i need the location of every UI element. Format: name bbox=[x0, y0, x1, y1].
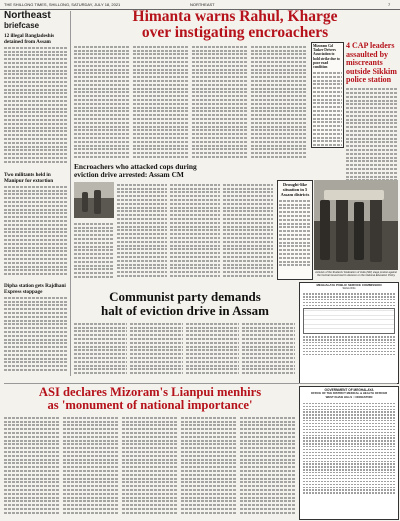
drought-headline: Drought-like situation in 5 Assam districts bbox=[280, 182, 310, 197]
asi-col-2 bbox=[63, 415, 118, 519]
eviction-story bbox=[74, 163, 274, 179]
briefcase-title-line1: Northeast bbox=[4, 10, 51, 21]
brief-3-body bbox=[4, 295, 68, 375]
mizoram-headline: Mizoram Gd Tasker Drivers Association to hold strike due to poor road condition bbox=[313, 44, 340, 70]
protest-photo bbox=[314, 180, 398, 270]
brief-2 bbox=[4, 172, 68, 279]
communist-headline-line1: Communist party demands bbox=[109, 289, 261, 304]
mpsc-ad-title: MEGHALAYA PUBLIC SERVICE COMMISSION bbox=[316, 283, 382, 287]
sikkim-headline: 4 CAP leaders assaulted by miscreants outside Sikkim police station bbox=[346, 41, 397, 84]
brief-3 bbox=[4, 283, 68, 375]
section-rule bbox=[4, 383, 397, 384]
drought-story bbox=[277, 180, 313, 280]
brief-3-title: Dipha station gets Rajdhani Express stoppage bbox=[4, 283, 66, 295]
main-headline-line2: over instigating encroachers bbox=[141, 24, 329, 41]
mizoram-story bbox=[311, 42, 344, 148]
main-story-col-3 bbox=[192, 44, 248, 161]
dmho-ad-title: GOVERNMENT OF MEGHALAYA bbox=[324, 388, 374, 392]
main-story-col-4 bbox=[251, 44, 307, 161]
briefcase-title-line2: briefcase bbox=[4, 21, 40, 30]
brief-1-title: 12 illegal Bangladeshis detained from Assam bbox=[4, 33, 55, 45]
asi-headline-line1: ASI declares Mizoram's Lianpui menhirs bbox=[38, 385, 262, 399]
asi-col-1 bbox=[4, 415, 59, 519]
brief-1-body bbox=[4, 45, 68, 165]
eviction-headline-line2: eviction drive arrested: Assam CM bbox=[74, 170, 184, 179]
dmho-ad-subtitle: OFFICE OF THE DISTRICT MEDICAL & HEALTH OFFICER bbox=[310, 391, 388, 396]
brief-2-title: Two militants held in Manipur for extortion bbox=[4, 172, 54, 184]
column-rule bbox=[70, 11, 71, 376]
drought-body bbox=[278, 198, 312, 270]
dmho-advertisement bbox=[299, 386, 399, 520]
mizoram-body bbox=[312, 70, 343, 148]
asi-story-headline bbox=[4, 386, 296, 412]
communist-col-4 bbox=[242, 321, 295, 376]
mpsc-ad-body bbox=[300, 291, 398, 358]
communist-headline-line2: halt of eviction drive in Assam bbox=[101, 302, 269, 318]
asi-headline-line2: as 'monument of national importance' bbox=[47, 398, 253, 412]
brief-2-body bbox=[4, 184, 68, 279]
asi-col-4 bbox=[181, 415, 236, 519]
eviction-headline-line1: Encroachers who attacked cops during bbox=[74, 162, 197, 171]
communist-col-3 bbox=[186, 321, 239, 376]
page-number: 7 bbox=[388, 2, 391, 7]
eviction-photo bbox=[74, 182, 114, 218]
protest-photo-caption: Activists of the Students' Federation of India (SFI) stage protest against the Central Government's decision on the National Education Policy bbox=[315, 271, 397, 277]
mpsc-ad-subtitle: SHILLONG bbox=[342, 287, 356, 291]
sikkim-story bbox=[346, 42, 398, 178]
eviction-col-3 bbox=[223, 182, 273, 282]
main-story-col-2 bbox=[133, 44, 189, 161]
dmho-ad-body bbox=[300, 399, 398, 497]
eviction-col-2 bbox=[170, 182, 220, 282]
mpsc-advertisement bbox=[299, 282, 399, 384]
main-story-col-1 bbox=[74, 44, 130, 161]
communist-story-headline bbox=[74, 290, 296, 317]
paper-name: THE SHILLONG TIMES, SHILLONG, SATURDAY, JULY 18, 2021 bbox=[4, 2, 121, 7]
communist-col-1 bbox=[74, 321, 127, 376]
main-headline bbox=[75, 9, 395, 41]
dmho-ad-place: WEST KHASI HILLS :: NONGSTOIN bbox=[325, 394, 373, 399]
eviction-col-0 bbox=[74, 221, 114, 282]
main-headline-line1: Himanta warns Rahul, Kharge bbox=[132, 8, 338, 25]
eviction-col-1 bbox=[117, 182, 167, 282]
briefcase-masthead bbox=[4, 11, 64, 31]
brief-1 bbox=[4, 33, 68, 165]
communist-col-2 bbox=[130, 321, 183, 376]
sikkim-body bbox=[346, 87, 398, 187]
asi-col-5 bbox=[240, 415, 295, 519]
page-section: NORTHEAST bbox=[190, 2, 215, 7]
asi-col-3 bbox=[122, 415, 177, 519]
